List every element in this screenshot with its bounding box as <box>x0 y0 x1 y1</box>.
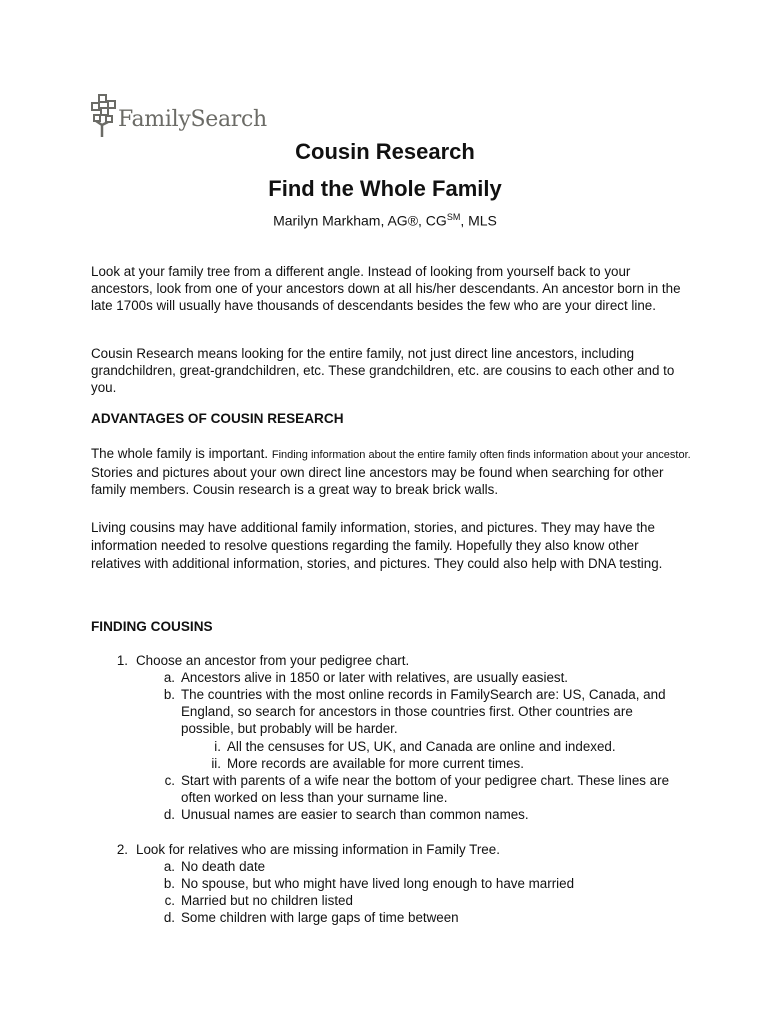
finding-heading: FINDING COUSINS <box>91 619 213 634</box>
advantages-paragraph-1 <box>91 445 691 498</box>
list-item-1a <box>163 669 681 686</box>
familysearch-logo <box>90 93 265 139</box>
author-line <box>0 212 770 229</box>
list-item-1d <box>163 806 681 823</box>
list-marker: i. <box>214 739 221 754</box>
advantages-paragraph-2: Living cousins may have additional family information, stories, and pictures. They may have the information needed to resolve questions regarding the family. Hopefully they also know other relatives with additional information, stories, and pictures. They could also help with DNA testing. <box>91 520 663 572</box>
page-subtitle: Find the Whole Family <box>268 176 502 201</box>
list-item-text: Some children with large gaps of time between <box>181 910 459 925</box>
list-marker: ii. <box>211 756 221 771</box>
service-mark: SM <box>446 212 461 222</box>
list-item-2 <box>116 841 696 858</box>
list-item-1b-ii <box>211 755 687 772</box>
advantages-p1-small: Finding information about the entire family often finds information about your ancestor. <box>271 449 691 461</box>
list-item-1 <box>116 652 696 669</box>
list-marker: c. <box>164 893 175 908</box>
list-item-2c <box>164 892 681 909</box>
list-marker: d. <box>163 807 175 822</box>
list-item-2a <box>163 858 681 875</box>
list-item-2d <box>163 909 681 926</box>
list-item-text: Married but no children listed <box>181 893 353 908</box>
list-marker: b. <box>163 687 175 702</box>
list-item-text: Choose an ancestor from your pedigree chart. <box>136 653 410 668</box>
list-item-text: The countries with the most online records in FamilySearch are: US, Canada, and England, so search for ancestors in those countries first. Other countries are possible, but probably will be harder. <box>181 687 666 736</box>
list-marker: a. <box>163 859 175 874</box>
author-name: Marilyn Markham, AG <box>273 212 408 229</box>
list-marker: c. <box>164 773 175 788</box>
list-item-text: All the censuses for US, UK, and Canada are online and indexed. <box>227 739 616 754</box>
list-marker: b. <box>163 876 175 891</box>
list-item-text: No spouse, but who might have lived long enough to have married <box>181 876 575 891</box>
list-item-text: Start with parents of a wife near the bottom of your pedigree chart. These lines are often worked on less than your surname line. <box>181 773 670 805</box>
list-item-2b <box>163 875 681 892</box>
page-title: Cousin Research <box>295 139 475 164</box>
advantages-p1-start: The whole family is important. <box>91 446 272 461</box>
author-mls: , MLS <box>460 212 497 229</box>
advantages-heading: ADVANTAGES OF COUSIN RESEARCH <box>91 411 344 426</box>
list-marker: a. <box>163 670 175 685</box>
intro-paragraph-1: Look at your family tree from a different angle. Instead of looking from yourself back to your ancestors, look from one of your ancestors down at all his/her descendants. An ancestor born in the late 1700s will usually have thousands of descendants besides the few who are your direct line. <box>91 264 681 313</box>
list-item-text: Ancestors alive in 1850 or later with relatives, are usually easiest. <box>181 670 569 685</box>
intro-paragraph-2: Cousin Research means looking for the entire family, not just direct line ancestors, including grandchildren, great-grandchildren, etc. These grandchildren, etc. are cousins to each other and to you. <box>91 346 675 395</box>
list-marker: 2. <box>116 842 128 857</box>
list-item-text: Look for relatives who are missing information in Family Tree. <box>136 842 500 857</box>
list-item-text: More records are available for more current times. <box>227 756 524 771</box>
logo-wordmark: FamilySearch <box>118 107 267 132</box>
list-marker: 1. <box>116 653 128 668</box>
list-item-1b <box>163 686 681 737</box>
advantages-p1-end: Stories and pictures about your own direct line ancestors may be found when searching for other family members. Cousin research is a great way to break brick walls. <box>91 465 664 497</box>
list-item-text: No death date <box>181 859 266 874</box>
author-cg: , CG <box>418 212 447 229</box>
list-item-text: Unusual names are easier to search than common names. <box>181 807 529 822</box>
list-item-1b-i <box>214 738 687 755</box>
list-item-1c <box>164 772 681 806</box>
registered-symbol: ® <box>407 212 419 229</box>
list-marker: d. <box>163 910 175 925</box>
